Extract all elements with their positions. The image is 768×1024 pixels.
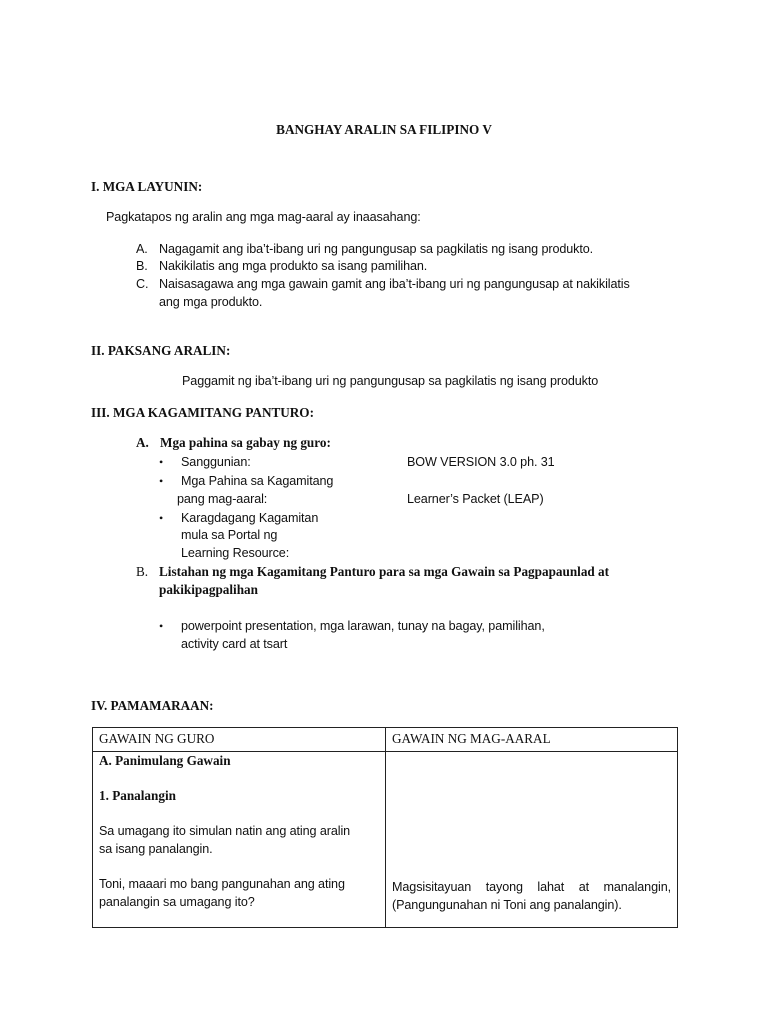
document-title: BANGHAY ARALIN SA FILIPINO V bbox=[276, 122, 492, 137]
bullet-icon: • bbox=[159, 455, 164, 469]
layunin-intro: Pagkatapos ng aralin ang mga mag-aaral ay inaasahang: bbox=[106, 210, 421, 224]
mag-aaral-response-line2: (Pangungunahan ni Toni ang panalangin). bbox=[392, 898, 622, 912]
procedure-table bbox=[92, 727, 678, 928]
kagamitan-b-label-line1: Listahan ng mga Kagamitang Panturo para sa mga Gawain sa Pagpapaunlad at bbox=[159, 564, 610, 579]
table-header-guro: GAWAIN NG GURO bbox=[93, 728, 386, 752]
portal-label-line3: Learning Resource: bbox=[181, 546, 290, 560]
materials-list-line2: activity card at tsart bbox=[181, 637, 288, 651]
portal-label-line2: mula sa Portal ng bbox=[181, 528, 278, 542]
learner-pages-value: Learner’s Packet (LEAP) bbox=[407, 492, 544, 506]
panalangin-heading: 1. Panalangin bbox=[99, 788, 176, 803]
kagamitan-a-label: Mga pahina sa gabay ng guro: bbox=[160, 435, 331, 450]
kagamitan-b-label-line2: pakikipagpalihan bbox=[159, 582, 258, 597]
objective-b-text: Nakikilatis ang mga produkto sa isang pamilihan. bbox=[159, 259, 428, 273]
panimulang-gawain-heading: A. Panimulang Gawain bbox=[99, 753, 231, 768]
guro-paragraph2-line1: Toni, maaari mo bang pangunahan ang ating bbox=[99, 877, 345, 891]
reference-value: BOW VERSION 3.0 ph. 31 bbox=[407, 455, 555, 469]
guro-paragraph1-line2: sa isang panalangin. bbox=[99, 842, 213, 856]
guro-paragraph1-line1: Sa umagang ito simulan natin ang ating aralin bbox=[99, 824, 351, 838]
table-header-row bbox=[93, 728, 678, 752]
reference-label: Sanggunian: bbox=[181, 455, 251, 469]
objective-b-marker: B. bbox=[136, 259, 148, 273]
table-row bbox=[93, 752, 678, 928]
guro-paragraph2-line2: panalangin sa umagang ito? bbox=[99, 895, 255, 909]
objective-a-marker: A. bbox=[136, 242, 148, 256]
materials-list-line1: powerpoint presentation, mga larawan, tunay na bagay, pamilihan, bbox=[181, 619, 545, 633]
section-heading-paksa: II. PAKSANG ARALIN: bbox=[91, 343, 231, 358]
objective-c-text-line2: ang mga produkto. bbox=[159, 295, 263, 309]
kagamitan-b-marker: B. bbox=[136, 564, 149, 579]
paksa-topic: Paggamit ng iba’t-ibang uri ng pangungusap sa pagkilatis ng isang produkto bbox=[182, 374, 599, 388]
objective-a-text: Nagagamit ang iba’t-ibang uri ng pangungusap sa pagkilatis ng isang produkto. bbox=[159, 242, 594, 256]
kagamitan-a-marker: A. bbox=[136, 435, 149, 450]
section-heading-kagamitan: III. MGA KAGAMITANG PANTURO: bbox=[91, 405, 314, 420]
objective-c-text-line1: Naisasagawa ang mga gawain gamit ang iba’t-ibang uri ng pangungusap at nakikilatis bbox=[159, 277, 630, 291]
learner-pages-label-line1: Mga Pahina sa Kagamitang bbox=[181, 474, 334, 488]
bullet-icon: • bbox=[159, 511, 164, 525]
portal-label-line1: Karagdagang Kagamitan bbox=[181, 511, 319, 525]
guro-cell bbox=[93, 752, 386, 928]
mag-aaral-cell bbox=[386, 752, 678, 928]
bullet-icon: • bbox=[159, 619, 164, 633]
section-heading-layunin: I. MGA LAYUNIN: bbox=[91, 179, 203, 194]
objective-c-marker: C. bbox=[136, 277, 149, 291]
table-header-mag-aaral: GAWAIN NG MAG-AARAL bbox=[386, 728, 678, 752]
mag-aaral-response-line1: Magsisitayuan tayong lahat at manalangin, bbox=[392, 880, 671, 894]
bullet-icon: • bbox=[159, 474, 164, 488]
learner-pages-label-line2: pang mag-aaral: bbox=[177, 492, 268, 506]
section-heading-pamamaraan: IV. PAMAMARAAN: bbox=[91, 698, 214, 713]
